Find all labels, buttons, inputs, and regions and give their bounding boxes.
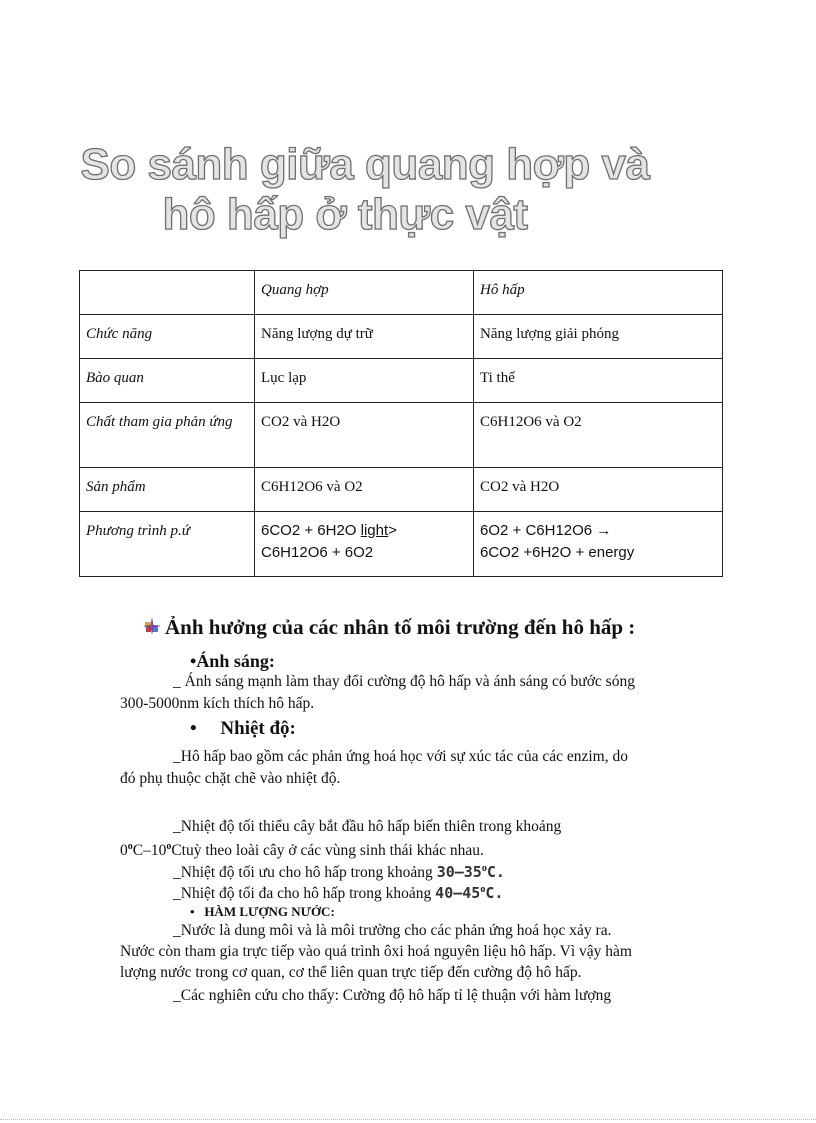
table-cell: CO2 và H2O [474, 468, 723, 512]
equation-arrow: > [388, 522, 397, 539]
equation-cell [474, 512, 723, 577]
equation-part: 6CO2 +6H2O + energy [480, 544, 635, 561]
text: _Nhiệt độ tối ưu cho hô hấp trong khoảng [173, 864, 437, 882]
page-bottom-divider [0, 1119, 816, 1120]
table-cell: C6H12O6 và O2 [255, 468, 474, 512]
equation-part: 6O2 + C6H12O6 → [480, 522, 612, 539]
temp-value: 30–35 [436, 863, 482, 882]
paragraph: _Các nghiên cứu cho thấy: Cường độ hô hấp tỉ lệ thuận với hàm lượng [173, 987, 612, 1004]
degree-sup: o [127, 841, 133, 852]
paragraph: _Hô hấp bao gồm các phản ứng hoá học với sự xúc tác của các enzim, do [173, 748, 628, 765]
section-heading [143, 615, 635, 640]
temp-unit: C. [485, 884, 504, 903]
temp-unit: C. [486, 863, 505, 882]
light-heading: •Ánh sáng: [190, 651, 275, 671]
table-header-cell: Quang hợp [255, 271, 474, 315]
equation-part: C6H12O6 + 6O2 [261, 544, 374, 561]
table-cell: C6H12O6 và O2 [474, 403, 723, 468]
degree-sup: o [480, 884, 486, 895]
table-cell: Năng lượng giải phóng [474, 315, 723, 359]
table-cell: Năng lượng dự trữ [255, 315, 474, 359]
row-label: Sản phẩm [80, 468, 255, 512]
text: 0 [120, 842, 128, 860]
equation-part: 6CO2 + 6H2O [261, 522, 361, 539]
paragraph: đó phụ thuộc chặt chẽ vào nhiệt độ. [120, 770, 341, 787]
equation-cell [255, 512, 474, 577]
title-line-1: So sánh giữa quang hợp và [80, 140, 650, 189]
degree-sup: o [481, 863, 487, 874]
row-label: Phương trình p.ứ [80, 512, 255, 577]
table-row [80, 512, 723, 577]
paragraph: _ Ánh sáng mạnh làm thay đổi cường độ hô hấp và ánh sáng có bước sóng [173, 673, 635, 690]
row-label: Chức năng [80, 315, 255, 359]
table-row [80, 359, 723, 403]
paragraph: _Nước là dung môi và là môi trường cho các phản ứng hoá học xảy ra. [173, 922, 612, 939]
section-heading-text: Ảnh hưởng của các nhân tố môi trường đến hô hấp : [165, 615, 636, 639]
row-label: Bào quan [80, 359, 255, 403]
paragraph: lượng nước trong cơ quan, cơ thể liên quan trực tiếp đến cường độ hô hấp. [120, 964, 582, 981]
table-cell: CO2 và H2O [255, 403, 474, 468]
comparison-table [79, 270, 723, 577]
paragraph: 300-5000nm kích thích hô hấp. [120, 695, 315, 712]
water-heading: • HÀM LƯỢNG NƯỚC: [190, 904, 335, 919]
table-cell: Lục lạp [255, 359, 474, 403]
bullet-star-icon [143, 617, 161, 635]
temp-heading-text: Nhiệt độ: [220, 718, 296, 739]
paragraph: _Nhiệt độ tối thiểu cây bắt đầu hô hấp biến thiên trong khoảng [173, 818, 562, 835]
text: _Nhiệt độ tối đa cho hô hấp trong khoảng [173, 885, 436, 903]
row-label: Chất tham gia phản ứng [80, 403, 255, 468]
table-header-row [80, 271, 723, 315]
table-row [80, 468, 723, 512]
table-row [80, 315, 723, 359]
table-header-cell [80, 271, 255, 315]
table-header-cell: Hô hấp [474, 271, 723, 315]
page-title [0, 140, 730, 240]
temp-heading: • Nhiệt độ: [190, 718, 296, 739]
light-heading-text: Ánh sáng: [196, 651, 275, 671]
temp-value: 40–45 [435, 884, 481, 903]
degree-sup: o [166, 841, 172, 852]
title-line-2: hô hấp ở thực vật [162, 190, 528, 239]
water-heading-text: HÀM LƯỢNG NƯỚC: [204, 904, 335, 919]
table-cell: Ti thể [474, 359, 723, 403]
equation-light: light [360, 522, 389, 539]
table-row [80, 403, 723, 468]
text: Ctuỳ theo loài cây ở các vùng sinh thái khác nhau. [171, 842, 484, 860]
paragraph: Nước còn tham gia trực tiếp vào quá trình ôxi hoá nguyên liệu hô hấp. Vì vậy hàm [120, 943, 632, 960]
text: C–10 [132, 842, 167, 860]
